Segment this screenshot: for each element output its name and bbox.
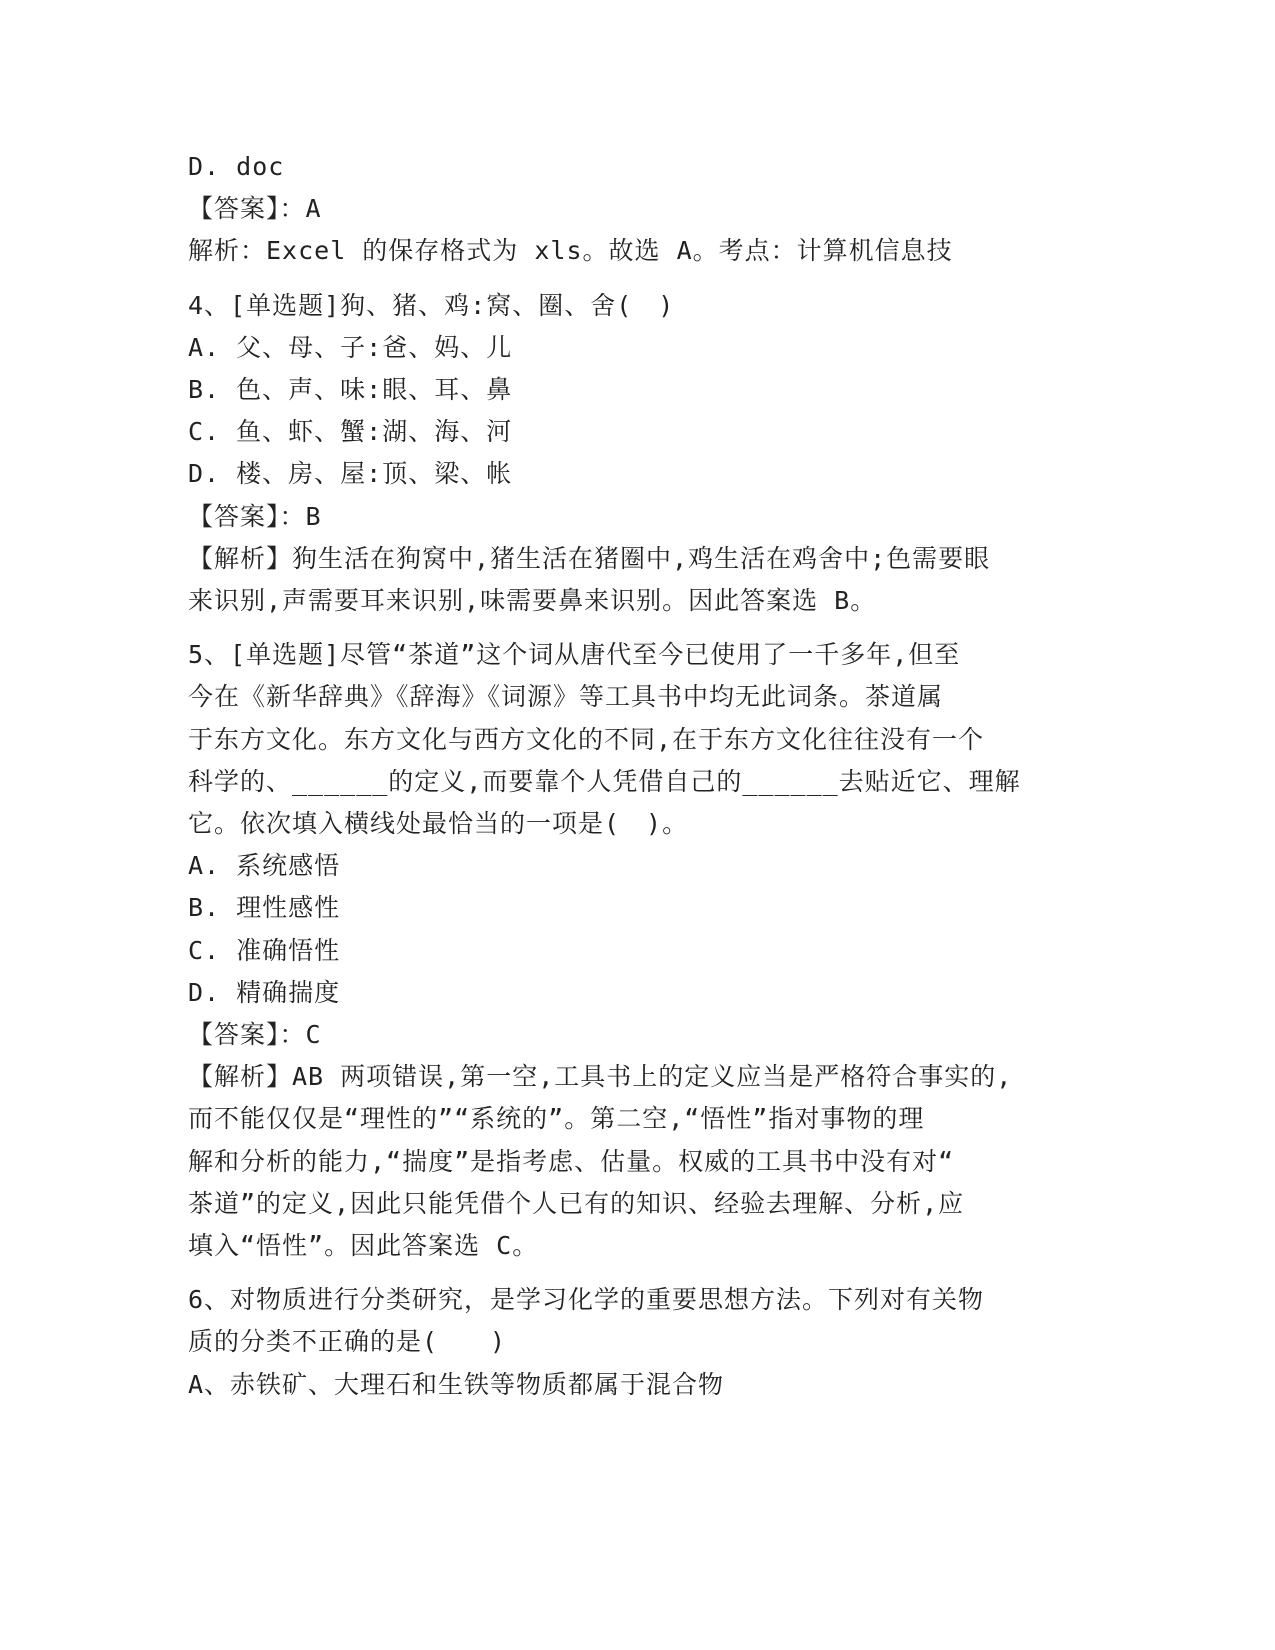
question-stem-line: 6、对物质进行分类研究，是学习化学的重要思想方法。下列对有关物 bbox=[188, 1285, 985, 1315]
explanation-line: 来识别,声需要耳来识别,味需要鼻来识别。因此答案选 B。 bbox=[188, 586, 877, 616]
document-page bbox=[188, 146, 1088, 1406]
option-d: D. 精确揣度 bbox=[188, 977, 341, 1007]
question-3-tail bbox=[188, 146, 1088, 273]
option-a: A. 系统感悟 bbox=[188, 851, 341, 881]
question-stem-line: 于东方文化。东方文化与西方文化的不同,在于东方文化往往没有一个 bbox=[188, 724, 985, 754]
question-4 bbox=[188, 285, 1088, 623]
question-stem-line: 5、[单选题]尽管“茶道”这个词从唐代至今已使用了一千多年,但至 bbox=[188, 640, 961, 670]
question-stem: 4、[单选题]狗、猪、鸡:窝、圈、舍( ) bbox=[188, 290, 675, 320]
option-d: D. doc bbox=[188, 152, 285, 181]
question-6 bbox=[188, 1279, 1088, 1406]
question-stem-line: 科学的、______的定义,而要靠个人凭借自己的______去贴近它、理解 bbox=[188, 766, 1021, 796]
option-b: B. 色、声、味:眼、耳、鼻 bbox=[188, 375, 513, 405]
option-a: A. 父、母、子:爸、妈、儿 bbox=[188, 332, 513, 362]
explanation-line: 填入“悟性”。因此答案选 C。 bbox=[188, 1231, 539, 1261]
answer: 【答案】：B bbox=[188, 501, 322, 531]
answer: 【答案】：C bbox=[188, 1020, 322, 1050]
explanation-line: 【解析】AB 两项错误,第一空,工具书上的定义应当是严格符合事实的, bbox=[188, 1062, 1013, 1092]
explanation: 解析：Excel 的保存格式为 xls。故选 A。考点：计算机信息技 bbox=[188, 236, 953, 266]
question-5 bbox=[188, 634, 1088, 1267]
question-stem-line: 它。依次填入横线处最恰当的一项是( )。 bbox=[188, 809, 689, 839]
explanation-line: 而不能仅仅是“理性的”“系统的”。第二空,“悟性”指对事物的理 bbox=[188, 1104, 925, 1134]
explanation-line: 解和分析的能力,“揣度”是指考虑、估量。权威的工具书中没有对“ bbox=[188, 1146, 955, 1176]
option-d: D. 楼、房、屋:顶、梁、帐 bbox=[188, 459, 513, 489]
explanation-line: 茶道”的定义,因此只能凭借个人已有的知识、经验去理解、分析,应 bbox=[188, 1188, 965, 1218]
question-stem-line: 质的分类不正确的是( ) bbox=[188, 1327, 507, 1357]
answer: 【答案】：A bbox=[188, 194, 322, 224]
explanation-line: 【解析】狗生活在狗窝中,猪生活在猪圈中,鸡生活在鸡舍中;色需要眼 bbox=[188, 543, 991, 573]
option-c: C. 鱼、虾、蟹:湖、海、河 bbox=[188, 417, 513, 447]
option-b: B. 理性感性 bbox=[188, 893, 341, 923]
option-a: A、赤铁矿、大理石和生铁等物质都属于混合物 bbox=[188, 1369, 725, 1399]
option-c: C. 准确悟性 bbox=[188, 935, 341, 965]
question-stem-line: 今在《新华辞典》《辞海》《词源》等工具书中均无此词条。茶道属 bbox=[188, 682, 944, 712]
